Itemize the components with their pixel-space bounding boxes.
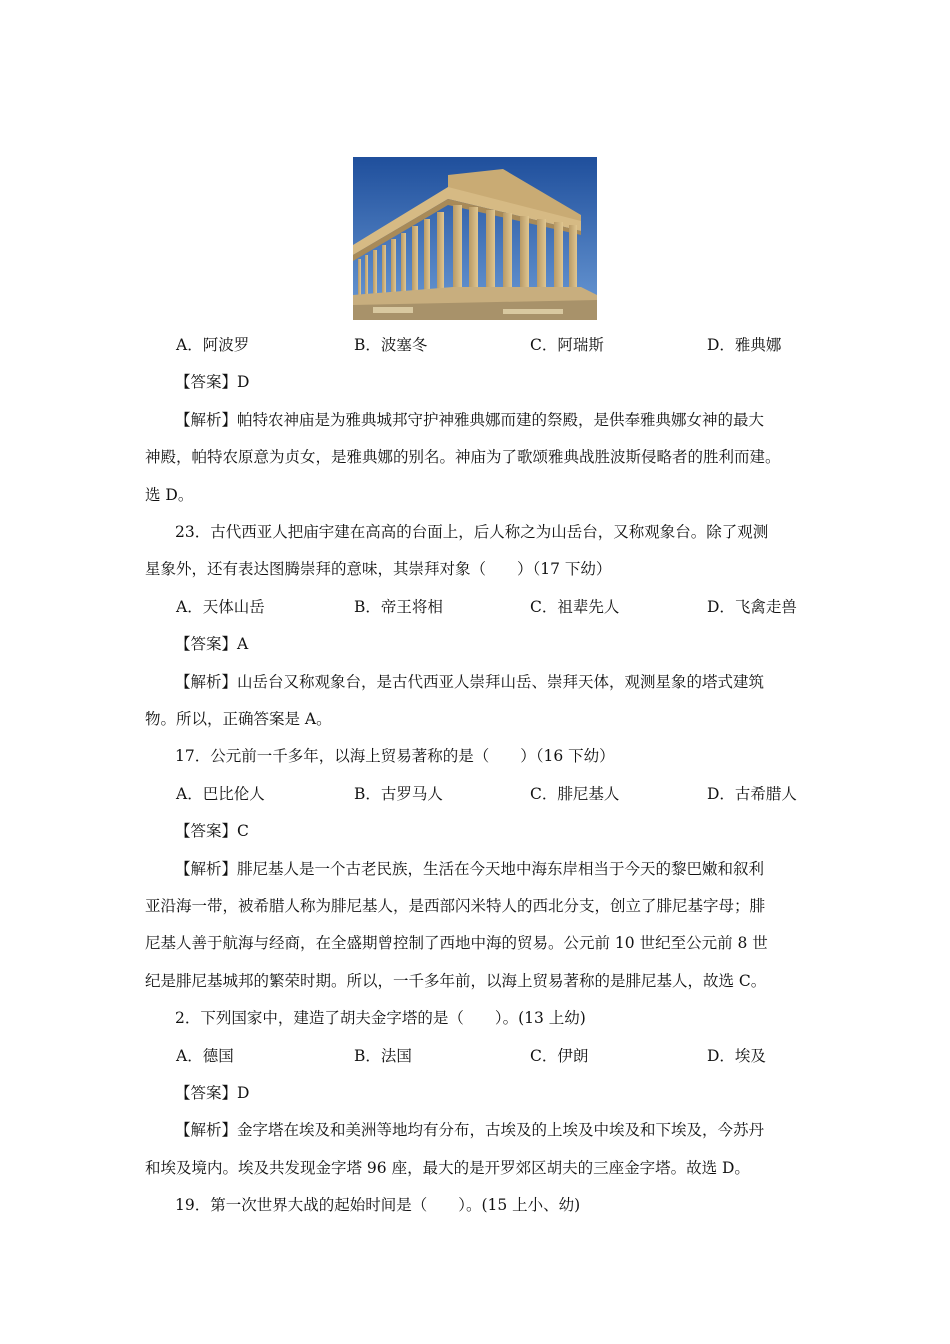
option-b: B．古罗马人 [354,784,443,803]
option-a: A．天体山岳 [176,597,265,616]
explanation-line: 【解析】帕特农神庙是为雅典城邦守护神雅典娜而建的祭殿，是供奉雅典娜女神的最大 [175,410,765,429]
option-a: A．阿波罗 [176,336,250,354]
question-line: 2．下列国家中，建造了胡夫金字塔的是（ ）。(13 上幼) [175,1009,586,1028]
explanation-line: 【解析】腓尼基人是一个古老民族，生活在今天地中海东岸相当于今天的黎巴嫩和叙利 [175,859,765,878]
option-d: D．飞禽走兽 [707,597,797,616]
option-c: C．阿瑞斯 [530,336,604,354]
option-b: B．法国 [354,1046,412,1065]
explanation-line: 纪是腓尼基城邦的繁荣时期。所以，一千多年前，以海上贸易著称的是腓尼基人，故选 C。 [145,971,767,990]
answer-line: 【答案】A [175,635,249,654]
option-a: A．德国 [176,1046,234,1065]
question-line: 19．第一次世界大战的起始时间是（ ）。(15 上小、幼) [175,1196,581,1215]
question-line: 23．古代西亚人把庙宇建在高高的台面上，后人称之为山岳台，又称观象台。除了观测 [175,523,769,541]
explanation-line: 物。所以，正确答案是 A。 [145,710,332,728]
option-d: D．古希腊人 [707,784,797,803]
option-b: B．帝王将相 [354,597,443,616]
explanation-line: 【解析】山岳台又称观象台，是古代西亚人崇拜山岳、崇拜天体，观测星象的塔式建筑 [175,672,765,691]
explanation-line: 选 D。 [145,485,194,504]
question-line: 17．公元前一千多年，以海上贸易著称的是（ ）（16 下幼） [175,747,615,766]
explanation-line: 神殿，帕特农原意为贞女，是雅典娜的别名。神庙为了歌颂雅典战胜波斯侵略者的胜利而建。 [145,448,781,467]
explanation-line: 【解析】金字塔在埃及和美洲等地均有分布，古埃及的上埃及中埃及和下埃及，今苏丹 [175,1121,765,1140]
option-b: B．波塞冬 [354,336,428,354]
parthenon-photo [353,157,597,320]
option-d: D．埃及 [707,1046,766,1065]
explanation-line: 和埃及境内。埃及共发现金字塔 96 座，最大的是开罗郊区胡夫的三座金字塔。故选 D。 [145,1158,750,1177]
question-line: 星象外，还有表达图腾崇拜的意味，其崇拜对象（ ）（17 下幼） [145,560,612,579]
option-a: A．巴比伦人 [176,784,265,803]
explanation-line: 亚沿海一带，被希腊人称为腓尼基人，是西部闪米特人的西北分支，创立了腓尼基字母；腓 [145,897,766,915]
answer-line: 【答案】C [175,822,249,841]
explanation-line: 尼基人善于航海与经商，在全盛期曾控制了西地中海的贸易。公元前 10 世纪至公元前 8 世 [145,934,768,953]
option-c: C．伊朗 [530,1046,589,1065]
answer-line: 【答案】D [175,373,250,392]
answer-line: 【答案】D [175,1084,250,1102]
option-d: D．雅典娜 [707,336,782,354]
option-c: C．腓尼基人 [530,784,620,803]
option-c: C．祖辈先人 [530,597,620,616]
